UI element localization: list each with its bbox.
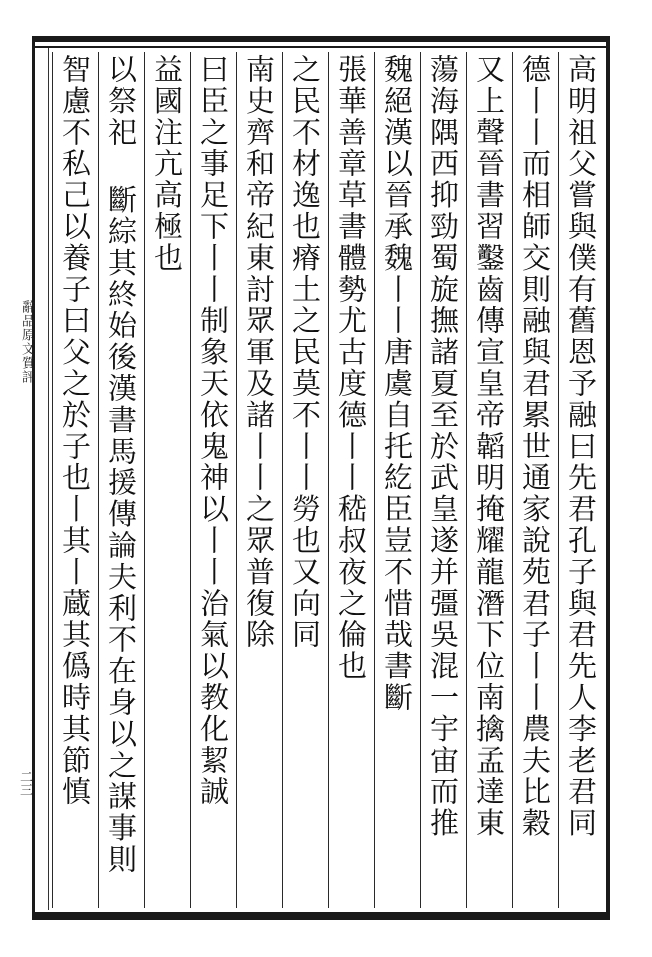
top-border-thin-rule (32, 46, 610, 48)
text-column: 魏絕漢以晉承魏丨丨唐虞自托紇臣豈不惜哉書斷 (374, 52, 420, 908)
text-column: 德丨丨而相師交則融與君累世通家說苑君子丨丨農夫比穀 (512, 52, 558, 908)
text-column: 智慮不私己以養子曰父之於子也丨其丨蔵其僞時其節慎 (52, 52, 98, 908)
text-column: 高明祖父嘗與僕有舊恩予融曰先君孔子與君先人李老君同 (558, 52, 604, 908)
text-columns (50, 52, 604, 908)
text-column: 蕩海隅西抑勁蜀旋撫諸夏至於武皇遂并彊吳混一宇宙而推 (420, 52, 466, 908)
text-column: 之民不材逸也瘠土之民莫不丨丨勞也又向同 (282, 52, 328, 908)
text-column: 張華善章草書體勢尤古度德丨丨嵇叔夜之倫也 (328, 52, 374, 908)
right-border-rule (606, 36, 610, 920)
top-border-rule (32, 36, 610, 42)
margin-title: 辭品原文質評 (19, 300, 34, 384)
margin-strip (36, 48, 49, 910)
text-column: 曰臣之事足下丨丨制象天依鬼神以丨丨治氣以教化絜誠 (190, 52, 236, 908)
text-column: 益國注亢高極也 (144, 52, 190, 908)
margin-page-number: 二三 (17, 770, 32, 796)
text-column: 以祭祀 斷綜其終始後漢書馬援傳論夫利不在身以之謀事則 (98, 52, 144, 908)
text-column: 南史齊和帝紀東討眾軍及諸丨丨之眾普復除 (236, 52, 282, 908)
bottom-border-rule (32, 912, 610, 920)
text-column: 又上聲晉書習鑿齒傳宣皇帝韜明掩耀龍潛下位南擒孟達東 (466, 52, 512, 908)
